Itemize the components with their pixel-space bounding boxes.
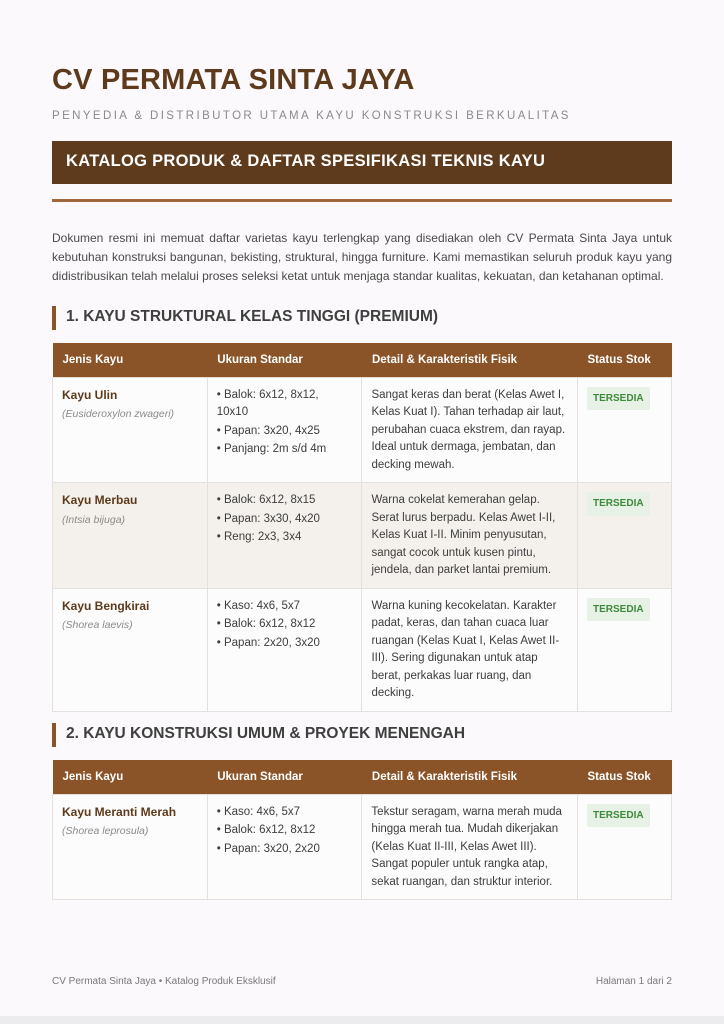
size-item: • Balok: 6x12, 8x12 [216,618,316,630]
detail-cell: Warna cokelat kemerahan gelap. Serat lurus berpadu. Kelas Awet I-II, Kelas Kuat I-II. Minim penyusutan, sangat cocok untuk kusen pintu, jendela, dan parket lantai premium. [362,483,578,589]
status-cell [578,794,672,900]
wood-cell [53,794,208,900]
status-badge: TERSEDIA [587,492,650,516]
wood-latin-name: (Intsia bijuga) [62,513,126,526]
wood-latin-name: (Shorea leprosula) [62,825,149,837]
status-cell [578,377,672,483]
header-divider [52,199,672,202]
table-header-row [53,760,672,794]
section-title-general: 2. KAYU KONSTRUKSI UMUM & PROYEK MENENGAH [52,723,465,747]
column-header-wood-type: Jenis Kayu [53,343,208,377]
size-item: • Papan: 3x20, 2x20 [216,842,320,855]
general-wood-table [52,760,672,900]
size-item: • Reng: 2x3, 3x4 [216,531,302,543]
structural-wood-table [52,343,672,712]
status-cell [578,483,672,589]
size-item: • Papan: 3x20, 4x25 [216,424,320,437]
size-cell [207,794,362,900]
company-name: CV PERMATA SINTA JAYA [52,64,415,96]
size-item: • Panjang: 2m s/d 4m [216,443,327,455]
section-title-structural: 1. KAYU STRUKTURAL KELAS TINGGI (PREMIUM) [52,306,438,330]
wood-name: Kayu Merbau [62,493,138,507]
size-item: • Kaso: 4x6, 5x7 [216,599,301,612]
column-header-status: Status Stok [578,343,672,377]
column-header-detail: Detail & Karakteristik Fisik [362,343,578,377]
size-item: • Balok: 6x12, 8x12, 10x10 [216,388,319,418]
wood-latin-name: (Shorea laevis) [62,619,133,631]
table-header-row [53,343,672,377]
detail-cell: Warna kuning kecokelatan. Karakter padat, keras, dan tahan cuaca luar ruangan (Kelas Kuat I, Kelas Awet II-III). Sering digunakan untuk atap berat, perkakas luar ruang, dan decking. [362,588,578,711]
size-item: • Balok: 6x12, 8x15 [216,494,316,506]
size-item: • Balok: 6x12, 8x12 [216,824,316,836]
table-row [53,483,672,589]
size-cell [207,377,362,483]
wood-latin-name: (Eusideroxylon zwageri) [62,408,175,420]
column-header-wood-type: Jenis Kayu [53,760,208,794]
table-row [53,794,672,900]
page-bottom-edge [0,1016,724,1024]
column-header-size: Ukuran Standar [207,760,362,794]
column-header-detail: Detail & Karakteristik Fisik [362,760,578,794]
status-badge: TERSEDIA [587,804,650,828]
column-header-size: Ukuran Standar [207,343,362,377]
status-cell [578,588,672,711]
wood-cell [53,483,208,589]
footer-company: CV Permata Sinta Jaya • Katalog Produk Eksklusif [52,976,276,987]
wood-cell [53,377,208,483]
detail-cell: Sangat keras dan berat (Kelas Awet I, Kelas Kuat I). Tahan terhadap air laut, perubahan cuaca ekstrem, dan rayap. Ideal untuk dermaga, jembatan, dan decking mewah. [362,377,578,483]
table-row [53,377,672,483]
intro-paragraph: Dokumen resmi ini memuat daftar varietas kayu terlengkap yang disediakan oleh CV Permata Sinta Jaya untuk kebutuhan konstruksi bangunan, bekisting, struktural, hingga furniture. Kami memastikan seluruh produk kayu yang didistribusikan telah melalui proses seleksi ketat untuk menjaga standar kualitas, kekuatan, dan ketahanan optimal. [52,231,672,283]
catalog-banner: KATALOG PRODUK & DAFTAR SPESIFIKASI TEKNIS KAYU [52,141,672,184]
table-row [53,588,672,711]
column-header-status: Status Stok [578,760,672,794]
wood-cell [53,588,208,711]
size-item: • Papan: 3x30, 4x20 [216,512,320,525]
size-cell [207,483,362,589]
detail-cell: Tekstur seragam, warna merah muda hingga merah tua. Mudah dikerjakan (Kelas Kuat II-III, Kelas Awet III). Sangat populer untuk rangka atap, sekat ruangan, dan struktur interior. [362,794,578,900]
size-item: • Papan: 2x20, 3x20 [216,636,320,649]
wood-name: Kayu Bengkirai [62,598,150,613]
company-tagline: PENYEDIA & DISTRIBUTOR UTAMA KAYU KONSTRUKSI BERKUALITAS [52,110,571,122]
page-number: Halaman 1 dari 2 [595,976,672,987]
wood-name: Kayu Ulin [62,387,118,402]
wood-name: Kayu Meranti Merah [62,804,177,819]
status-badge: TERSEDIA [587,387,650,411]
status-badge: TERSEDIA [587,598,650,622]
size-cell [207,588,362,711]
size-item: • Kaso: 4x6, 5x7 [216,805,301,818]
